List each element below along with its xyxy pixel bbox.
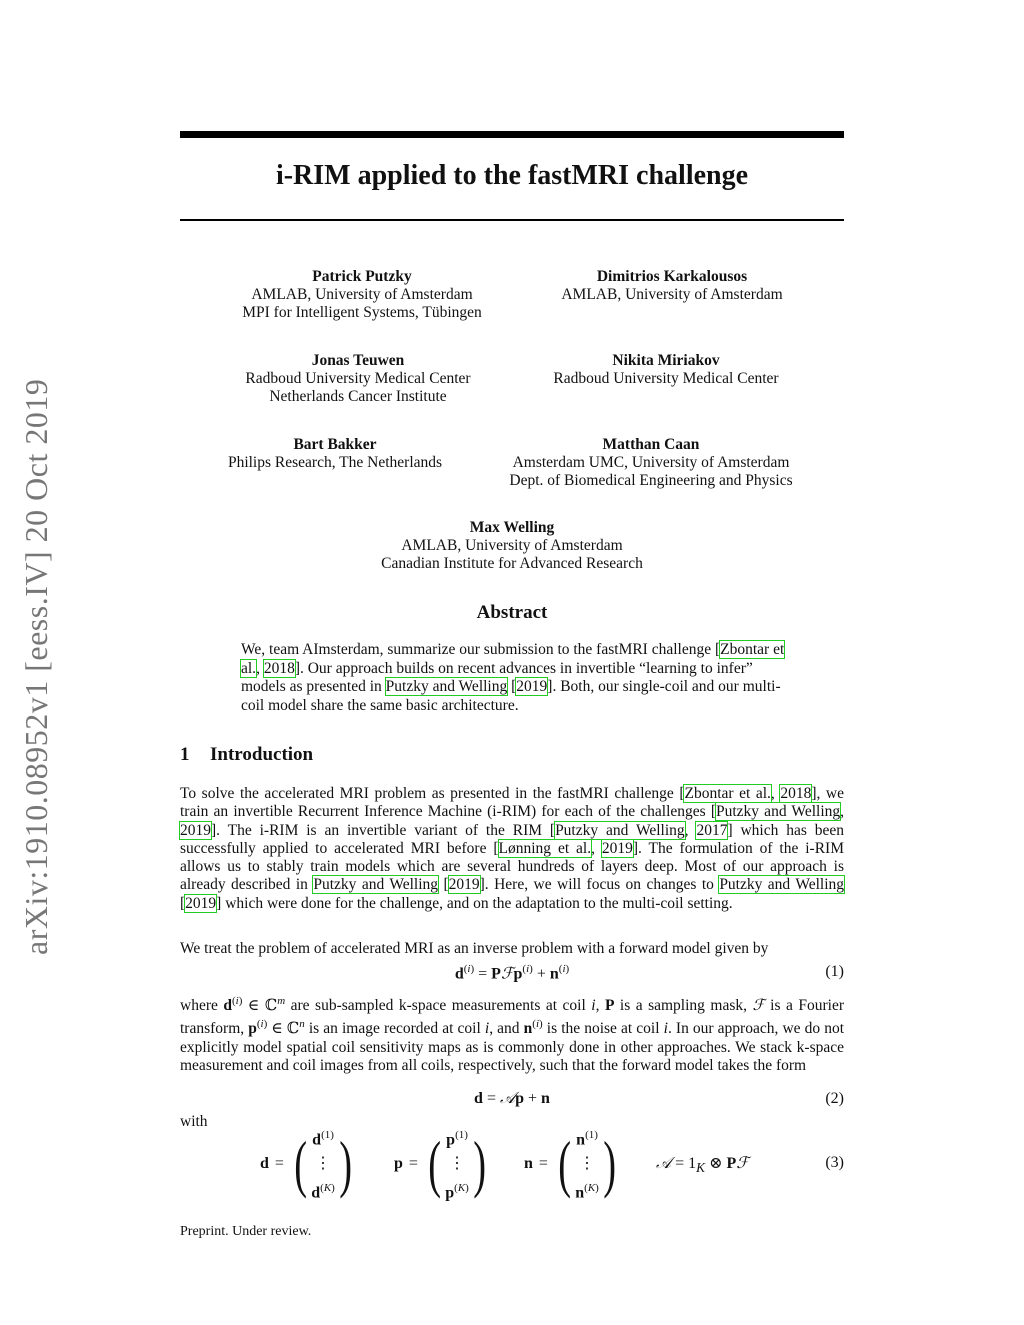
equation-1-body: $d^{(i)}$ = Pℱp$^{(i)}$ + $n^{(i)}$	[454, 963, 570, 983]
author-block	[516, 352, 816, 388]
citation-link[interactable]: Putzky and Welling	[555, 821, 685, 839]
body-text: ]. Here, we will focus on changes to	[479, 876, 720, 894]
body-text: ,	[770, 785, 781, 802]
equation-2	[180, 1090, 844, 1112]
author-block	[522, 268, 822, 304]
body-text: ], we train an invertible Recurrent Inference Machine (i-RIM) for each of the challenges [	[180, 785, 845, 821]
equation-1	[180, 963, 844, 985]
citation-link[interactable]: 2019	[448, 876, 480, 894]
equation-2-number: (2)	[825, 1090, 844, 1107]
author-affiliation: Amsterdam UMC, University of Amsterdam	[512, 454, 790, 471]
abstract-text: [	[507, 678, 517, 695]
body-text: ] which were done for the challenge, and on the adaptation to the multi-coil setting.	[216, 894, 733, 912]
author-name: Patrick Putzky	[312, 268, 412, 285]
author-name: Matthan Caan	[602, 436, 700, 453]
author-name: Dimitrios Karkalousos	[596, 268, 748, 285]
citation-link[interactable]: 2018	[263, 659, 295, 677]
citation-link[interactable]: 2018	[780, 785, 812, 802]
matrix-p: p = ( $p^{(1)}$ ⋮ $p^{(K)}$ )	[394, 1128, 486, 1202]
author-affiliation: Dept. of Biomedical Engineering and Physics	[509, 472, 793, 489]
body-text: is an image recorded at coil	[304, 1020, 485, 1038]
body-text: ]. The i-RIM is an invertible variant of the RIM [	[211, 821, 556, 839]
citation-link[interactable]: 2019	[185, 894, 217, 912]
body-text: are sub-sampled k-space measurements at coil	[285, 997, 592, 1015]
body-text: , and	[489, 1020, 524, 1038]
author-block	[480, 436, 822, 490]
author-affiliation: Canadian Institute for Advanced Research	[381, 555, 643, 572]
abstract-text: ]. Both, our single-coil and our multi-coil model share the same basic architecture.	[241, 678, 781, 714]
intro-paragraph-2: We treat the problem of accelerated MRI as an inverse problem with a forward model given by	[180, 940, 769, 957]
abstract-text: ]. Our approach builds on recent advances in invertible “learning to infer” models as presented in	[241, 659, 753, 695]
author-affiliation: Radboud University Medical Center	[245, 370, 471, 387]
equation-1-number: (1)	[825, 963, 844, 980]
body-text: ]. The formulation of the i-RIM allows us to stably train models which are several hundreds of layers deep. Most of our approach is already described in	[180, 839, 845, 894]
author-affiliation: AMLAB, University of Amsterdam	[401, 537, 623, 554]
citation-link[interactable]: Lønning et al.	[498, 839, 592, 857]
intro-paragraph-3: where $d^{(i)}$ ∈ ℂ$^m$ are sub-sampled k-space measurements at coil i, P is a sampling mask, ℱ is a Fourier transform, $p^{(i)}$ ∈ ℂ$^n$ is an image recorded at coil i, and $n^{(i)}$ is the noise at coil i. In our approach, we do not explicitly model spatial coil sensitivity maps as is commonly done in other approaches. We stack k-space measurement and coil images from all coils, respectively, such that the forward model takes the form	[180, 995, 844, 1075]
equation-3	[180, 1125, 844, 1203]
paper-title: i-RIM applied to the fastMRI challenge	[275, 160, 749, 191]
citation-link[interactable]: Putzky and Welling	[719, 876, 845, 894]
arxiv-sidebar-stamp: arXiv:1910.08952v1 [eess.IV] 20 Oct 2019	[18, 378, 54, 955]
author-block	[185, 436, 485, 472]
section-title: Introduction	[210, 744, 314, 765]
citation-link[interactable]: Zbontar et al.	[684, 785, 771, 802]
citation-link[interactable]: Putzky and Welling	[385, 678, 508, 695]
author-block	[208, 352, 508, 406]
intro-paragraph-1	[180, 785, 844, 913]
with-label: with	[180, 1113, 208, 1130]
title-rule-top	[180, 131, 844, 138]
citation-link[interactable]: Zbontar et al.	[241, 641, 785, 677]
author-affiliation: Philips Research, The Netherlands	[227, 454, 443, 471]
matrix-n: n = ( $n^{(1)}$ ⋮ $n^{(K)}$ )	[524, 1128, 616, 1202]
body-text: is the noise at coil	[542, 1020, 664, 1038]
equation-2-body: d = 𝒜p + n	[474, 1090, 550, 1107]
equation-3-number: (3)	[825, 1154, 844, 1171]
body-text: ] which has been successfully applied to accelerated MRI before [	[180, 821, 845, 857]
body-text: is a sampling mask,	[614, 997, 753, 1015]
body-text: ,	[595, 997, 605, 1015]
author-affiliation: MPI for Intelligent Systems, Tübingen	[242, 304, 482, 321]
body-text: ,	[684, 821, 697, 839]
abstract-text: ,	[256, 659, 264, 677]
abstract-heading: Abstract	[476, 602, 548, 623]
body-text: where	[180, 997, 224, 1015]
author-affiliation: AMLAB, University of Amsterdam	[251, 286, 473, 303]
title-rule-bottom	[180, 219, 844, 221]
citation-link[interactable]: 2019	[180, 821, 211, 839]
author-affiliation: AMLAB, University of Amsterdam	[561, 286, 783, 303]
body-text: is a Fourier transform,	[180, 997, 844, 1038]
abstract-body	[241, 641, 786, 715]
citation-link[interactable]: 2019	[516, 678, 548, 695]
citation-link[interactable]: Putzky and Welling	[715, 803, 841, 821]
citation-link[interactable]: 2019	[601, 839, 633, 857]
author-affiliation: Radboud University Medical Center	[553, 370, 779, 387]
author-name: Jonas Teuwen	[311, 352, 405, 369]
body-text: ,	[591, 839, 602, 857]
citation-link[interactable]: 2017	[696, 821, 728, 839]
section-heading	[180, 744, 313, 766]
author-name: Nikita Miriakov	[612, 352, 720, 369]
body-text: To solve the accelerated MRI problem as presented in the fastMRI challenge [	[180, 785, 685, 802]
author-name: Max Welling	[469, 519, 555, 536]
body-text: [	[180, 894, 186, 912]
author-name: Bart Bakker	[293, 436, 377, 453]
author-block	[342, 519, 682, 573]
body-text: . In our approach, we do not explicitly model spatial coil sensitivity maps as is commonly done in other approaches. We stack k-space measurement and coil images from all coils, respectively, such that the forward model takes the form	[180, 1020, 844, 1075]
body-text: ,	[840, 803, 844, 821]
body-text: [	[438, 876, 449, 894]
author-block	[212, 268, 512, 322]
section-number: 1	[180, 744, 190, 765]
matrix-d: d = ( $d^{(1)}$ ⋮ $d^{(K)}$ )	[260, 1128, 352, 1202]
abstract-text: We, team AImsterdam, summarize our submission to the fastMRI challenge [	[241, 641, 721, 658]
citation-link[interactable]: Putzky and Welling	[313, 876, 439, 894]
preprint-footer: Preprint. Under review.	[180, 1224, 312, 1239]
author-affiliation: Netherlands Cancer Institute	[269, 388, 447, 405]
operator-a-definition: 𝒜 = $1_K$ ⊗ Pℱ	[656, 1155, 749, 1176]
